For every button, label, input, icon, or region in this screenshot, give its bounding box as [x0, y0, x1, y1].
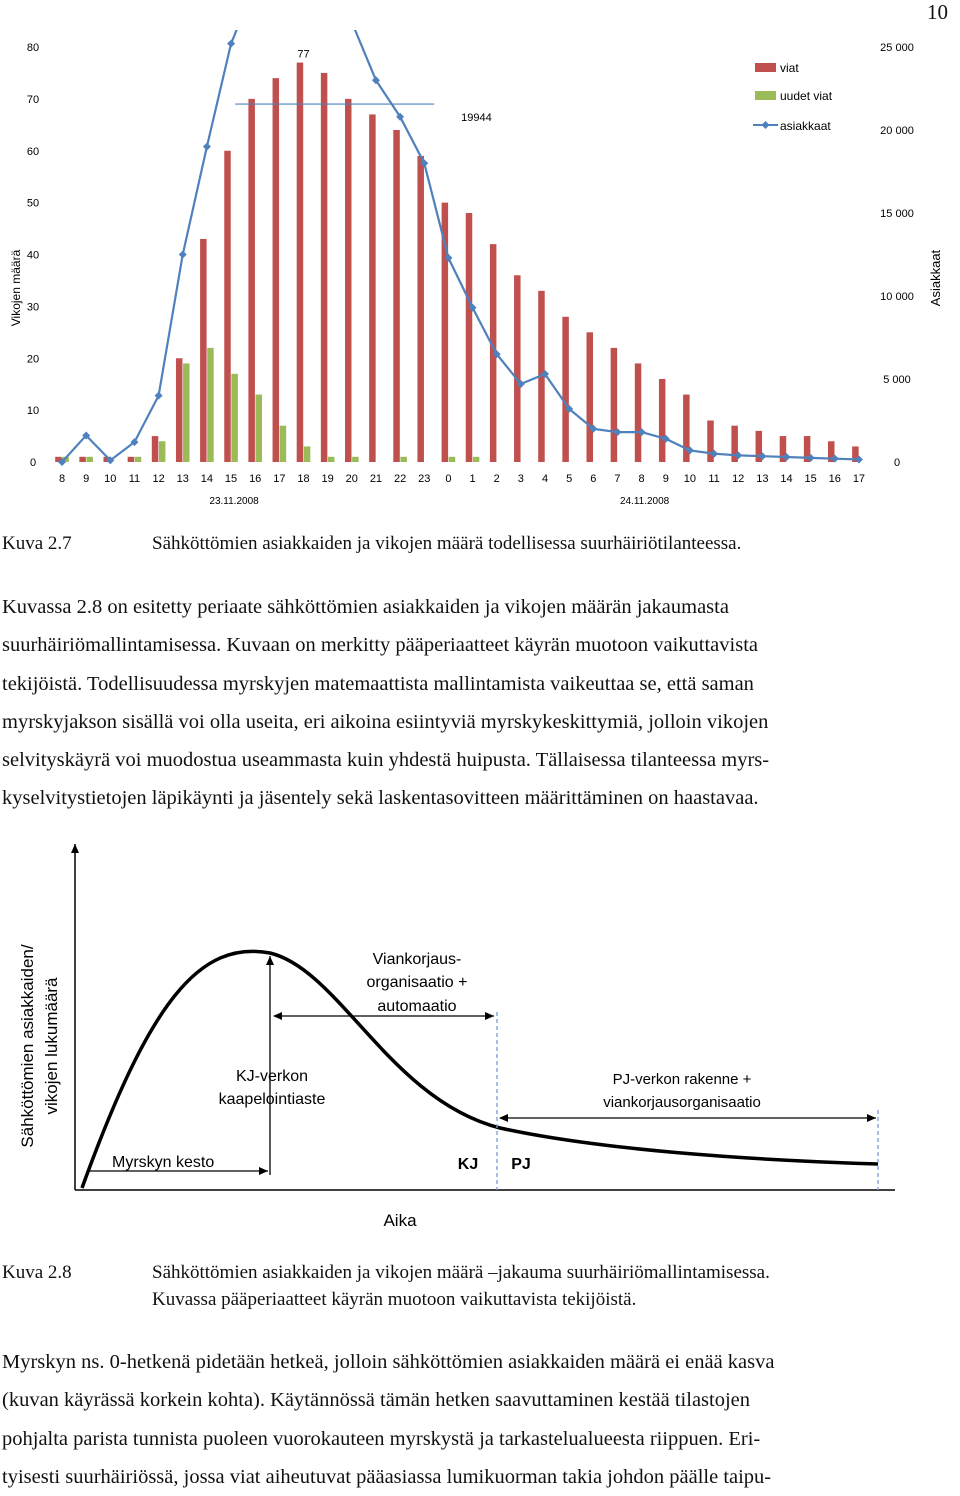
- category-tick: 11: [128, 473, 141, 485]
- figure-2-7-label: Kuva 2.7: [2, 533, 72, 554]
- category-tick: 20: [345, 473, 358, 485]
- bar-viat: [224, 151, 231, 462]
- bar-viat: [393, 130, 400, 462]
- bar-viat: [248, 99, 255, 462]
- kj-label: KJ: [457, 1156, 479, 1173]
- point-asiakkaat: [203, 143, 211, 151]
- mv-network-label-line1: PJ-verkon rakenne +: [612, 1071, 752, 1088]
- y-axis-label-line1: Sähköttömien asiakkaiden/: [18, 944, 37, 1148]
- paragraph-1-line: Kuvassa 2.8 on esitetty periaate sähköttömien asiakkaiden ja vikojen määrän jakaumasta: [2, 596, 729, 618]
- category-tick: 19: [321, 473, 334, 485]
- faults-customers-chart: [0, 30, 960, 520]
- category-tick: 17: [273, 473, 286, 485]
- repair-org-label-line3: automaatio: [377, 998, 457, 1015]
- bar-viat: [587, 332, 594, 462]
- figure-2-8-caption-line1: Sähköttömien asiakkaiden ja vikojen määrä –jakauma suurhäiriömallintamisessa.: [152, 1262, 770, 1283]
- bar-viat: [369, 114, 376, 462]
- left-axis-title: Vikojen määrä: [9, 249, 23, 327]
- paragraph-1-line: myrskyjakson sisällä voi olla useita, eri aikoina esiintyviä myrskykeskittymiä, jolloin vikojen: [2, 710, 769, 733]
- bar-annotation: 77: [297, 48, 310, 61]
- category-tick: 23: [418, 473, 431, 485]
- category-tick: 13: [756, 473, 769, 485]
- pj-label: PJ: [511, 1156, 531, 1173]
- bar-viat: [417, 156, 424, 462]
- lv-network-label-line2: kaapelointiaste: [218, 1091, 326, 1108]
- paragraph-1-line: kyselvitystietojen läpikäynti ja jäsentely sekä laskentasovitteen määrittäminen on haastavaa.: [2, 787, 759, 810]
- bar-viat: [200, 239, 207, 462]
- category-tick: 17: [852, 473, 866, 485]
- left-axis-tick: 80: [26, 42, 40, 54]
- bar-viat: [273, 78, 280, 462]
- legend-marker-asiakkaat: [762, 121, 770, 129]
- right-axis-tick: 15 000: [880, 208, 914, 220]
- page-number: 10: [927, 0, 948, 24]
- category-tick: 10: [683, 473, 697, 485]
- repair-org-label-line1: Viankorjaus-: [372, 951, 462, 968]
- right-axis-title: Asiakkaat: [928, 249, 943, 307]
- category-tick: 21: [369, 473, 383, 485]
- bar-uudet-viat: [400, 457, 407, 462]
- legend-swatch-viat: [755, 63, 776, 72]
- legend-label-uudet-viat: uudet viat: [780, 89, 833, 103]
- category-tick: 15: [804, 473, 817, 485]
- right-axis-tick: 5 000: [883, 374, 911, 386]
- category-tick: 9: [662, 473, 669, 485]
- outage-distribution-diagram: [0, 830, 960, 1240]
- figure-2-7-caption: Sähköttömien asiakkaiden ja vikojen määrä todellisessa suurhäiriötilanteessa.: [152, 533, 742, 554]
- distribution-curve: [82, 951, 878, 1188]
- left-axis-tick: 60: [26, 145, 40, 158]
- category-tick: 5: [566, 473, 573, 485]
- category-tick: 0: [445, 473, 452, 485]
- bar-uudet-viat: [304, 446, 311, 462]
- category-tick: 2: [493, 473, 500, 485]
- right-axis-tick: 20 000: [880, 125, 914, 137]
- category-tick: 14: [200, 473, 214, 485]
- figure-2-8-label: Kuva 2.8: [2, 1262, 72, 1283]
- category-tick: 7: [614, 473, 621, 485]
- bar-uudet-viat: [231, 374, 238, 462]
- left-axis-tick: 0: [29, 457, 37, 469]
- left-axis-tick: 40: [26, 249, 40, 262]
- point-asiakkaat: [155, 392, 163, 400]
- repair-org-label-line2: organisaatio +: [366, 974, 468, 991]
- category-tick: 9: [83, 473, 90, 485]
- left-axis-tick: 10: [26, 405, 40, 418]
- left-axis-tick: 20: [26, 353, 40, 366]
- category-tick: 16: [249, 473, 262, 485]
- bar-uudet-viat: [135, 457, 142, 462]
- paragraph-2-line: tyisesti suurhäiriössä, jossa viat aiheutuvat pääasiassa lumikuorman takia johdon päälle taipu-: [2, 1465, 772, 1488]
- right-axis-tick: 0: [893, 457, 901, 469]
- category-tick: 18: [297, 473, 310, 485]
- bar-viat: [345, 99, 352, 462]
- x-axis-label: Aika: [383, 1211, 417, 1230]
- point-asiakkaat: [179, 251, 187, 259]
- legend-label-viat: viat: [780, 61, 799, 75]
- bar-uudet-viat: [473, 457, 480, 462]
- bar-viat: [514, 275, 521, 462]
- paragraph-2-line: (kuvan käyrässä korkein kohta). Käytännössä tämän hetken saavuttaminen kestää tilastojen: [2, 1389, 751, 1412]
- category-tick: 8: [638, 473, 645, 485]
- category-tick: 12: [732, 473, 745, 485]
- paragraph-2-line: Myrskyn ns. 0-hetkenä pidetään hetkeä, jolloin sähköttömien asiakkaiden määrä ei enää kasva: [2, 1351, 775, 1373]
- y-axis-label-line2: vikojen lukumäärä: [42, 977, 61, 1115]
- bar-uudet-viat: [449, 457, 456, 462]
- right-axis-tick: 25 000: [880, 42, 914, 54]
- bar-viat: [659, 379, 666, 462]
- bar-viat: [611, 348, 618, 462]
- paragraph-2-line: pohjalta parista tunnista puoleen vuorokauteen myrskystä ja tarkastelualueesta riippuen. Eri-: [2, 1427, 761, 1450]
- bar-viat: [466, 213, 473, 462]
- peak-annotation: 19944: [461, 112, 492, 125]
- storm-duration-label: Myrskyn kesto: [112, 1154, 215, 1171]
- category-tick: 3: [517, 473, 524, 485]
- point-asiakkaat: [227, 40, 235, 48]
- bar-uudet-viat: [159, 441, 166, 462]
- bar-uudet-viat: [280, 426, 287, 462]
- paragraph-1-line: selvityskäyrä voi muodostua useammasta kuin yhdestä huipusta. Tällaisessa tilanteessa myrs-: [2, 749, 770, 772]
- bar-viat: [321, 73, 328, 462]
- paragraph-1-line: suurhäiriömallintamisessa. Kuvaan on merkitty pääperiaatteet käyrän muotoon vaikuttavista: [2, 634, 758, 657]
- bar-viat: [152, 436, 159, 462]
- left-axis-tick: 70: [26, 93, 40, 106]
- date-label: 23.11.2008: [209, 496, 259, 507]
- bar-uudet-viat: [86, 457, 93, 462]
- bar-uudet-viat: [328, 457, 335, 462]
- legend-label-asiakkaat: asiakkaat: [780, 119, 831, 133]
- paragraph-1: [2, 588, 958, 818]
- category-tick: 14: [780, 473, 793, 485]
- category-tick: 13: [176, 473, 189, 485]
- bar-uudet-viat: [352, 457, 359, 462]
- category-tick: 10: [104, 473, 117, 485]
- category-tick: 4: [541, 473, 549, 485]
- category-tick: 1: [469, 473, 476, 485]
- category-tick: 22: [393, 473, 407, 485]
- bar-viat: [297, 63, 304, 462]
- legend-swatch-uudet-viat: [755, 91, 776, 100]
- lv-network-label-line1: KJ-verkon: [235, 1068, 309, 1085]
- bar-viat: [635, 363, 642, 462]
- category-tick: 15: [224, 473, 238, 485]
- category-tick: 16: [828, 473, 841, 485]
- date-label: 24.11.2008: [619, 496, 670, 507]
- bar-viat: [562, 317, 569, 462]
- category-tick: 12: [152, 473, 165, 485]
- paragraph-2: [2, 1343, 958, 1496]
- figure-2-8-caption-line2: Kuvassa pääperiaatteet käyrän muotoon vaikuttavista tekijöistä.: [152, 1289, 637, 1310]
- category-tick: 6: [590, 473, 597, 485]
- left-axis-tick: 50: [26, 197, 40, 210]
- mv-network-label-line2: viankorjausorganisaatio: [603, 1094, 761, 1111]
- bar-uudet-viat: [256, 395, 263, 462]
- category-tick: 8: [58, 473, 66, 485]
- bar-viat: [176, 358, 183, 462]
- bar-uudet-viat: [207, 348, 214, 462]
- bar-viat: [128, 457, 134, 462]
- paragraph-1-line: tekijöistä. Todellisuudessa myrskyjen matemaattista mallintamista vaikeuttaa se, että saman: [2, 672, 754, 695]
- bar-uudet-viat: [183, 363, 190, 462]
- right-axis-tick: 10 000: [880, 291, 914, 303]
- left-axis-tick: 30: [26, 301, 40, 314]
- category-tick: 11: [708, 473, 720, 485]
- bar-viat: [79, 457, 86, 462]
